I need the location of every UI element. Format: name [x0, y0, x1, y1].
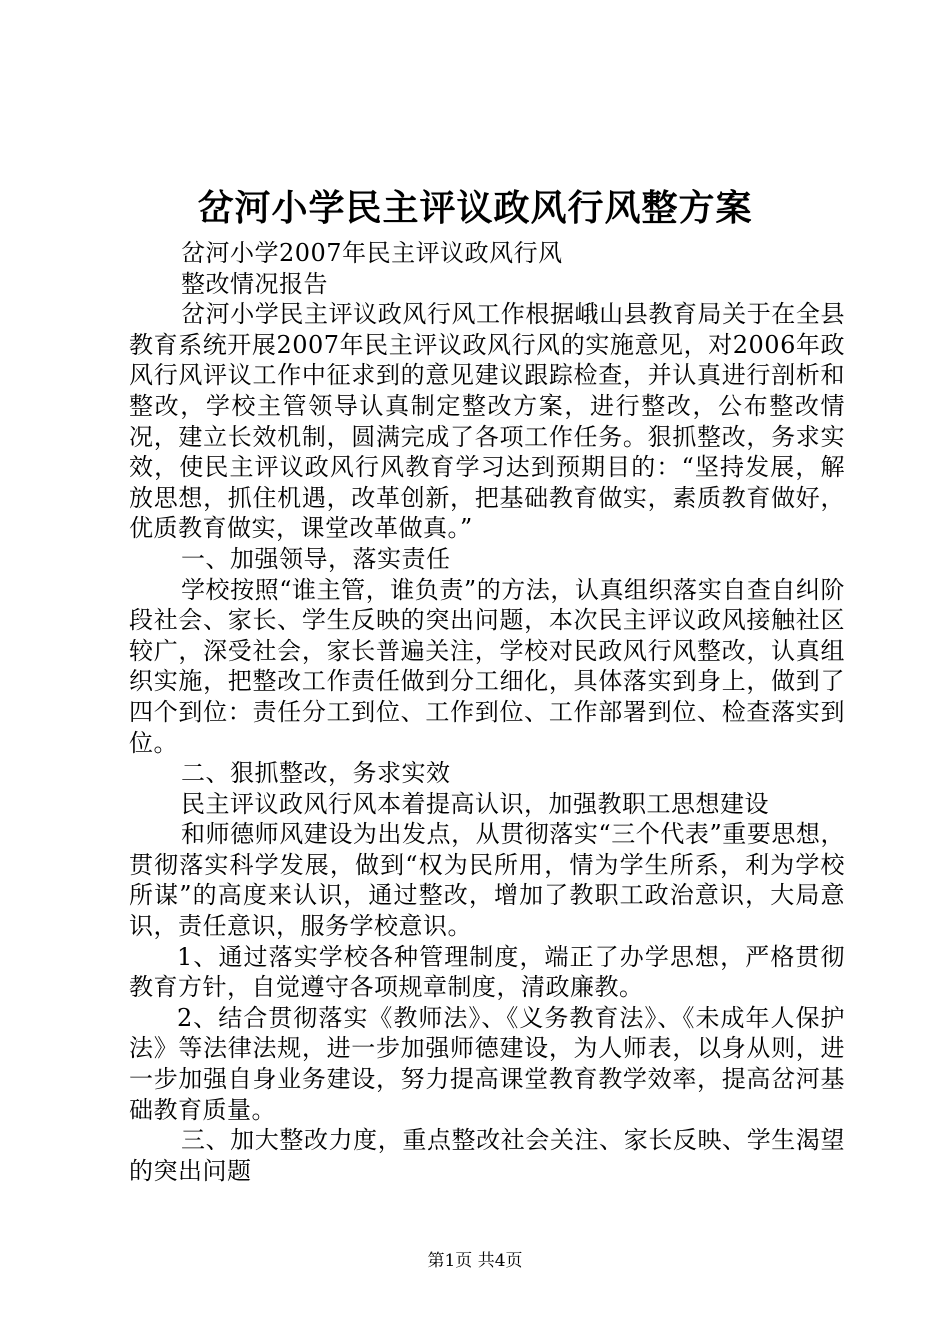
- section-heading-2: 二、狠抓整改，务求实效: [181, 759, 451, 788]
- subtitle-line-2: 整改情况报告: [181, 269, 328, 298]
- section-heading-1: 一、加强领导，落实责任: [181, 544, 451, 573]
- subtitle-line-1: 岔河小学2007年民主评议政风行风: [181, 239, 563, 267]
- section-heading-3: 三、加大整改力度，重点整改社会关注、家长反映、学生渴望的突出问题: [129, 1126, 845, 1185]
- item-1-paragraph: 1、通过落实学校各种管理制度，端正了办学思想，严格贯彻教育方针，自觉遵守各项规章制度，清政廉教。: [129, 942, 845, 1002]
- document-title: 岔河小学民主评议政风行风整方案: [197, 188, 753, 229]
- item-2-paragraph: 2、结合贯彻落实《教师法》、《义务教育法》、《未成年人保护法》等法律法规，进一步加强师德建设，为人师表，以身从则，进一步加强自身业务建设，努力提高课堂教育教学效率，提高岔河基础教育质量。: [129, 1003, 845, 1124]
- document-body: [129, 238, 845, 1186]
- section-2-paragraph: 和师德师风建设为出发点，从贯彻落实“三个代表”重要思想，贯彻落实科学发展，做到“权为民所用，情为学生所系，利为学校所谋”的高度来认识，通过整改，增加了教职工政治意识，大局意识，责任意识，服务学校意识。: [129, 820, 845, 941]
- intro-paragraph: 岔河小学民主评议政风行风工作根据峨山县教育局关于在全县教育系统开展2007年民主评议政风行风的实施意见，对2006年政风行风评议工作中征求到的意见建议跟踪检查，并认真进行剖析和整改，学校主管领导认真制定整改方案，进行整改，公布整改情况，建立长效机制，圆满完成了各项工作任务。狠抓整改，务求实效，使民主评议政风行风教育学习达到预期目的：“坚持发展，解放思想，抓住机遇，改革创新，把基础教育做实，素质教育做好，优质教育做实，课堂改革做真。”: [129, 300, 845, 543]
- page-footer: 第1页 共4页: [427, 1251, 523, 1271]
- section-2-line: 民主评议政风行风本着提高认识，加强教职工思想建设: [181, 789, 769, 818]
- section-1-paragraph: 学校按照“谁主管，谁负责”的方法，认真组织落实自查自纠阶段社会、家长、学生反映的突出问题，本次民主评议政风接触社区较广，深受社会，家长普遍关注，学校对民政风行风整改，认真组织实施，把整改工作责任做到分工细化，具体落实到身上，做到了四个到位：责任分工到位、工作到位、工作部署到位、检查落实到位。: [129, 575, 845, 757]
